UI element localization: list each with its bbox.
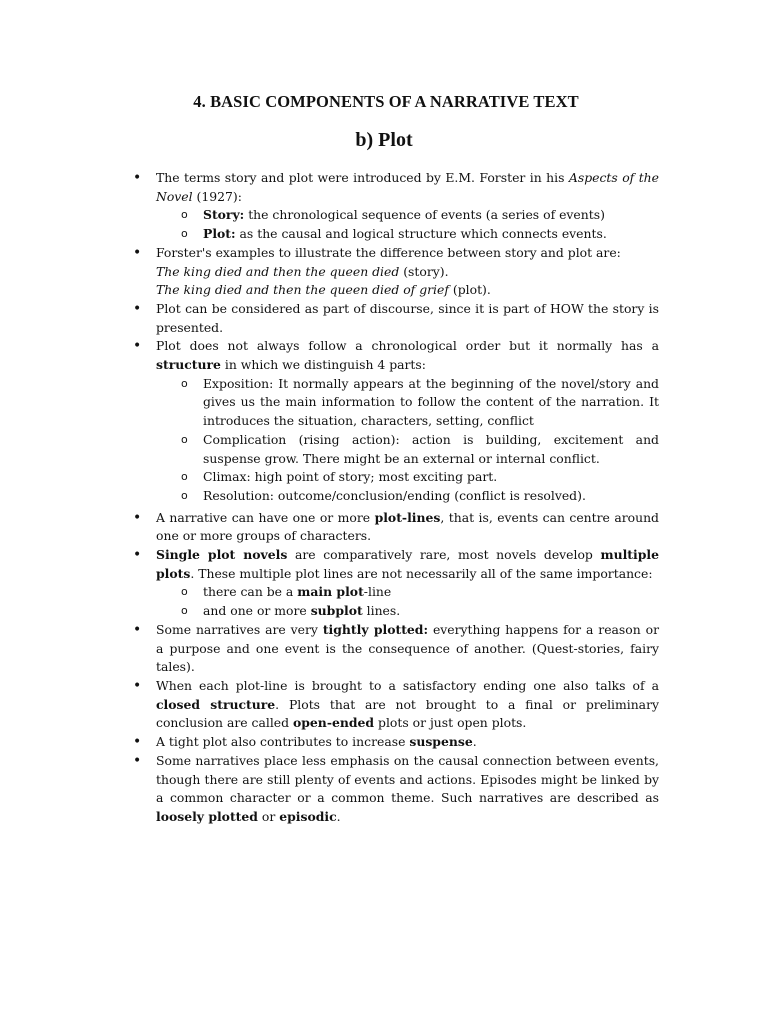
bullet-icon: • xyxy=(133,509,142,526)
item-text: . Plots that are not brought to a final or preliminary conclusion are called xyxy=(156,696,659,731)
list-item xyxy=(133,546,659,621)
section-title: 4. BASIC COMPONENTS OF A NARRATIVE TEXT xyxy=(193,92,579,111)
sub-item-text: Exposition: It normally appears at the beginning of the novel/story and gives us the main information to follow the content of the narration. It introduces the situation, characters, setting, conflict xyxy=(203,375,659,429)
bullet-icon: • xyxy=(133,621,142,638)
list-item xyxy=(133,337,659,505)
item-text: plots or just open plots. xyxy=(374,715,527,731)
list-item xyxy=(133,733,659,752)
key-term: Single plot novels xyxy=(156,547,288,563)
item-text: Plot can be considered as part of discourse, since it is part of HOW the story is presented. xyxy=(156,300,659,335)
example-line xyxy=(156,281,659,300)
circle-bullet-icon: o xyxy=(181,604,188,618)
term-definition: as the causal and logical structure which connects events. xyxy=(235,226,607,242)
key-term: plot-lines xyxy=(374,509,441,525)
term-label: Plot: xyxy=(203,226,236,242)
item-text: A tight plot also contributes to increase xyxy=(156,734,410,750)
example-label: (plot). xyxy=(448,282,491,298)
item-text: , that is, events can centre around one or more groups of characters. xyxy=(156,509,659,544)
item-text: or xyxy=(257,808,280,824)
list-item xyxy=(133,752,659,827)
item-text: Plot does not always follow a chronological order but it normally has a xyxy=(156,338,659,354)
circle-bullet-icon: o xyxy=(181,376,188,390)
bullet-icon: • xyxy=(133,300,142,317)
sub-item-text: Complication (rising action): action is building, excitement and suspense grow. There might be an external or internal conflict. xyxy=(203,431,659,466)
book-title: Aspects of the Novel xyxy=(156,170,659,204)
sub-list-item xyxy=(179,206,659,225)
example-label: (story). xyxy=(399,263,449,279)
sub-list-item xyxy=(179,225,659,244)
key-term: subplot xyxy=(310,603,363,619)
key-term: open-ended xyxy=(293,715,375,731)
key-term: loosely plotted xyxy=(156,808,258,824)
sub-item-text: Climax: high point of story; most exciting part. xyxy=(203,469,498,485)
section-subtitle: b) Plot xyxy=(355,129,413,151)
item-text: When each plot-line is brought to a satisfactory ending one also talks of a xyxy=(156,677,659,693)
bullet-icon: • xyxy=(133,547,142,564)
term-label: Story: xyxy=(203,207,245,223)
example-line xyxy=(156,263,659,282)
circle-bullet-icon: o xyxy=(181,432,188,446)
sub-list-item xyxy=(179,487,659,506)
sub-item-text: lines. xyxy=(362,603,401,619)
item-text: (1927): xyxy=(192,188,242,204)
item-text: . xyxy=(336,808,341,824)
key-term: multiple plots xyxy=(156,547,659,581)
list-item xyxy=(133,169,659,244)
key-term: tightly plotted: xyxy=(322,621,429,637)
bullet-icon: • xyxy=(133,677,142,694)
item-text: . xyxy=(472,734,477,750)
list-item xyxy=(133,677,659,733)
sub-item-text: and one or more xyxy=(203,603,311,619)
term-definition: the chronological sequence of events (a series of events) xyxy=(244,207,605,223)
sub-list xyxy=(156,206,659,243)
sub-item-text: there can be a xyxy=(203,584,298,600)
sub-list xyxy=(156,375,659,506)
item-text: in which we distinguish 4 parts: xyxy=(220,357,426,373)
sub-item-text: Resolution: outcome/conclusion/ending (conflict is resolved). xyxy=(203,487,586,503)
key-term: episodic xyxy=(279,808,337,824)
circle-bullet-icon: o xyxy=(181,585,188,599)
list-item xyxy=(133,621,659,677)
item-text: are comparatively rare, most novels develop xyxy=(287,547,601,563)
sub-list-item xyxy=(179,583,659,602)
bullet-list xyxy=(133,169,659,827)
sub-item-text: -line xyxy=(363,584,392,600)
list-item xyxy=(133,300,659,337)
key-term: main plot xyxy=(297,584,364,600)
bullet-icon: • xyxy=(133,752,142,769)
circle-bullet-icon: o xyxy=(181,488,188,502)
example-text: The king died and then the queen died of grief xyxy=(156,282,449,298)
sub-list-item xyxy=(179,602,659,621)
key-term: structure xyxy=(156,357,221,373)
item-text: everything happens for a reason or a purpose and one event is the consequence of another. (Quest-stories, fairy tales). xyxy=(156,621,660,675)
sub-list-item xyxy=(179,375,659,431)
circle-bullet-icon: o xyxy=(181,470,188,484)
bullet-icon: • xyxy=(133,244,142,261)
list-item xyxy=(133,509,659,546)
sub-list xyxy=(156,583,659,620)
bullet-icon: • xyxy=(133,338,142,355)
item-text: Some narratives are very xyxy=(156,621,323,637)
circle-bullet-icon: o xyxy=(181,208,188,222)
sub-list-item xyxy=(179,468,659,487)
key-term: suspense xyxy=(409,734,473,750)
key-term: closed structure xyxy=(156,696,276,712)
item-text: Some narratives place less emphasis on the causal connection between events, though there are still plenty of events and actions. Episodes might be linked by a common character or a common theme. Such narratives are described as xyxy=(156,752,659,806)
circle-bullet-icon: o xyxy=(181,227,188,241)
document-body xyxy=(133,169,659,827)
bullet-icon: • xyxy=(133,170,142,186)
item-text: A narrative can have one or more xyxy=(156,509,375,525)
bullet-icon: • xyxy=(133,734,142,751)
item-text: Forster's examples to illustrate the difference between story and plot are: xyxy=(156,244,621,260)
item-text: . These multiple plot lines are not necessarily all of the same importance: xyxy=(190,565,653,581)
item-text: The terms story and plot were introduced by E.M. Forster in his xyxy=(156,170,569,185)
list-item xyxy=(133,244,659,300)
example-text: The king died and then the queen died xyxy=(156,263,400,279)
sub-list-item xyxy=(179,431,659,468)
